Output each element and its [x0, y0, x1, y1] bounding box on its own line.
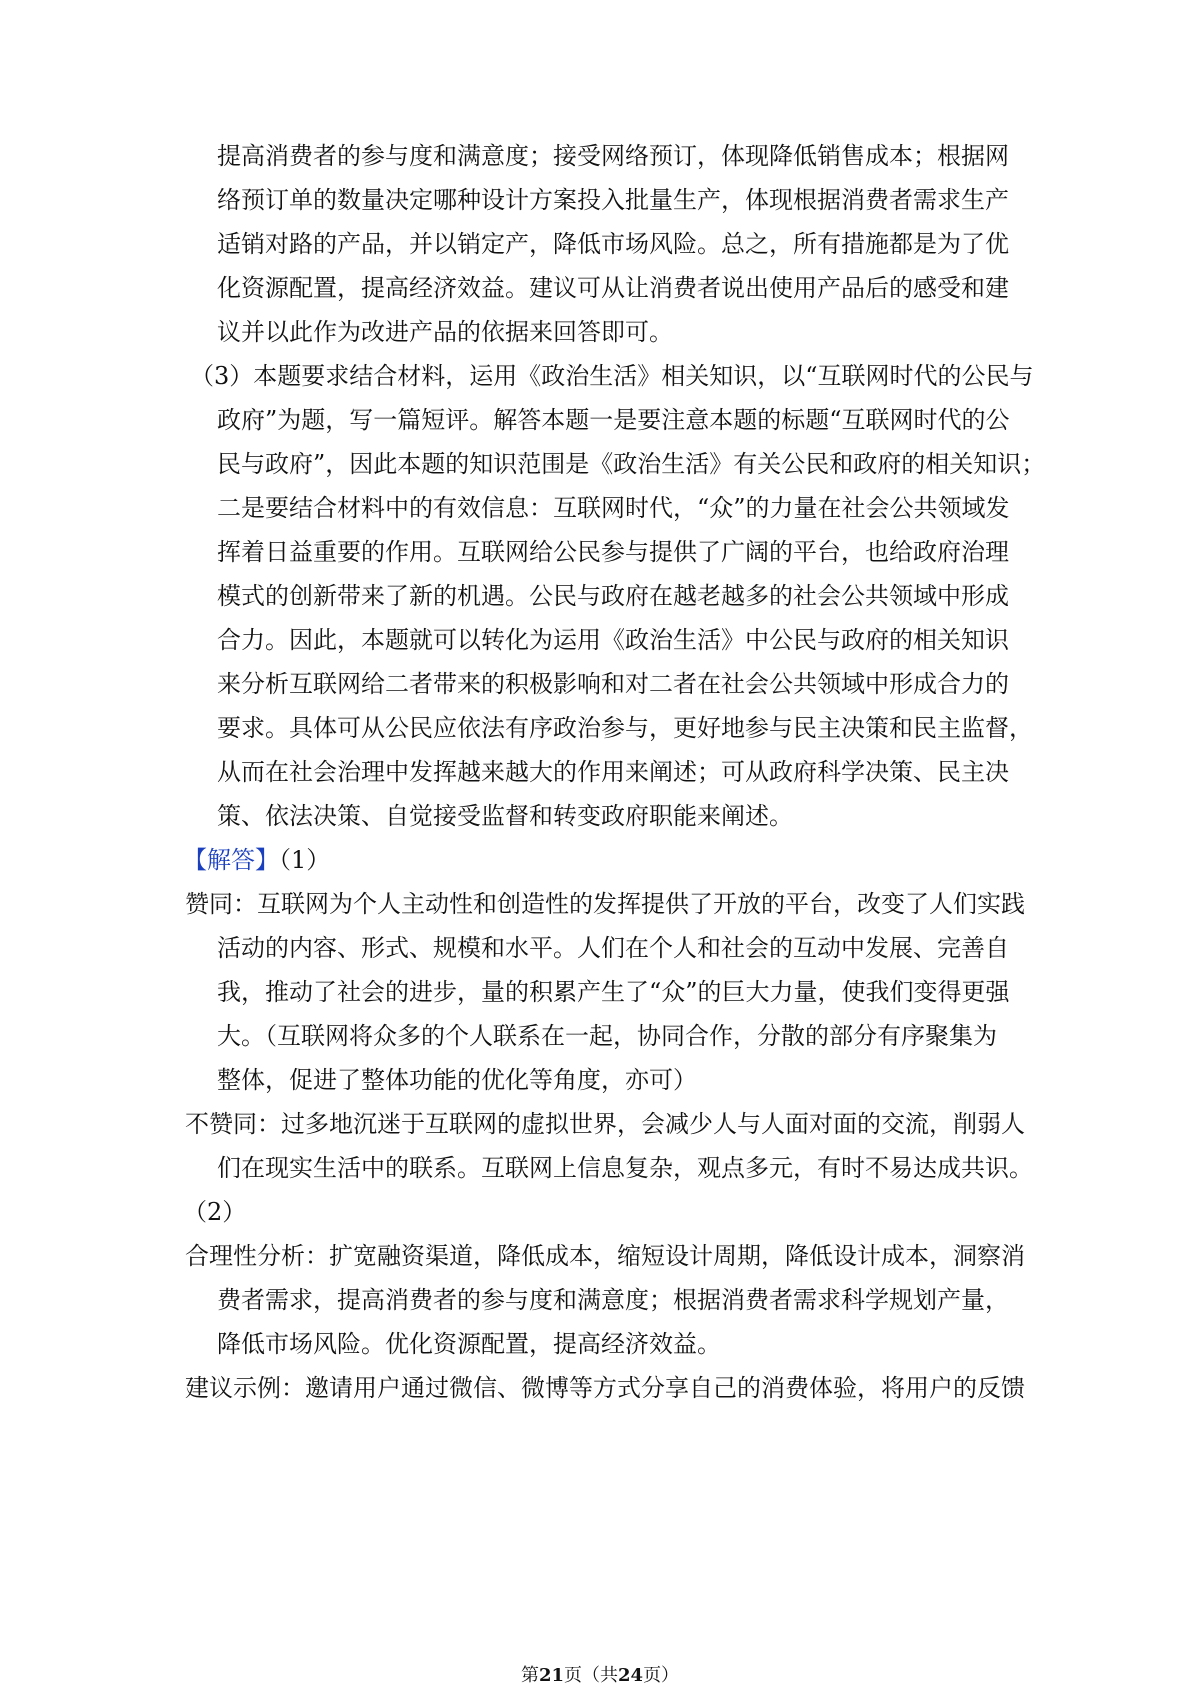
text-line: 降低市场风险。优化资源配置，提高经济效益。 [217, 1330, 721, 1358]
answer-number-1: （1） [279, 846, 331, 874]
answer-suggestion-first-line: 建议示例：邀请用户通过微信、微博等方式分享自己的消费体验，将用户的反馈 [185, 1374, 1025, 1402]
text-line: 络预订单的数量决定哪种设计方案投入批量生产，体现根据消费者需求生产 [217, 186, 1009, 214]
text-line: 政府”为题，写一篇短评。解答本题一是要注意本题的标题“互联网时代的公 [217, 406, 1010, 434]
text-line: 模式的创新带来了新的机遇。公民与政府在越老越多的社会公共领域中形成 [217, 582, 1009, 610]
text-line: 活动的内容、形式、规模和水平。人们在个人和社会的互动中发展、完善自 [217, 934, 1009, 962]
text-line: 们在现实生活中的联系。互联网上信息复杂，观点多元，有时不易达成共识。 [217, 1154, 1033, 1182]
text-line: 民与政府”，因此本题的知识范围是《政治生活》有关公民和政府的相关知识； [217, 450, 1046, 478]
text-line: 要求。具体可从公民应依法有序政治参与，更好地参与民主决策和民主监督， [217, 714, 1033, 742]
text-line: 来分析互联网给二者带来的积极影响和对二者在社会公共领域中形成合力的 [217, 670, 1009, 698]
text-line: 二是要结合材料中的有效信息：互联网时代，“众”的力量在社会公共领域发 [217, 494, 1010, 522]
text-line: 提高消费者的参与度和满意度；接受网络预订，体现降低销售成本；根据网 [217, 142, 1009, 170]
answer-number-2: （2） [183, 1198, 247, 1226]
text-line: 整体，促进了整体功能的优化等角度，亦可） [217, 1066, 697, 1094]
answer-agree-first-line: 赞同：互联网为个人主动性和创造性的发挥提供了开放的平台，改变了人们实践 [185, 890, 1025, 918]
text-line: 适销对路的产品，并以销定产，降低市场风险。总之，所有措施都是为了优 [217, 230, 1009, 258]
text-line: 费者需求，提高消费者的参与度和满意度；根据消费者需求科学规划产量， [217, 1286, 1009, 1314]
footer-total-pages: 24 [618, 1665, 644, 1686]
page-footer [0, 1664, 1200, 1688]
footer-prefix: 第 [520, 1665, 539, 1686]
text-line: 大。（互联网将众多的个人联系在一起，协同合作，分散的部分有序聚集为 [217, 1022, 997, 1050]
footer-page-number: 21 [538, 1665, 564, 1686]
text-line: 合力。因此，本题就可以转化为运用《政治生活》中公民与政府的相关知识 [217, 626, 1009, 654]
answer-tag: 【解答】 [183, 846, 279, 874]
text-line: 策、依法决策、自觉接受监督和转变政府职能来阐述。 [217, 802, 793, 830]
text-line: 议并以此作为改进产品的依据来回答即可。 [217, 318, 673, 346]
answer-disagree-first-line: 不赞同：过多地沉迷于互联网的虚拟世界，会减少人与人面对面的交流，削弱人 [185, 1110, 1025, 1138]
footer-middle: 页（共 [564, 1665, 618, 1686]
answer-rational-first-line: 合理性分析：扩宽融资渠道，降低成本，缩短设计周期，降低设计成本，洞察消 [185, 1242, 1025, 1270]
text-line: 化资源配置，提高经济效益。建议可从让消费者说出使用产品后的感受和建 [217, 274, 1009, 302]
footer-suffix: 页） [643, 1665, 680, 1686]
text-line: 我，推动了社会的进步，量的积累产生了“众”的巨大力量，使我们变得更强 [217, 978, 1010, 1006]
analysis-item-3-first-line: （3）本题要求结合材料，运用《政治生活》相关知识，以“互联网时代的公民与 [190, 362, 1034, 390]
text-line: 从而在社会治理中发挥越来越大的作用来阐述；可从政府科学决策、民主决 [217, 758, 1009, 786]
text-line: 挥着日益重要的作用。互联网给公民参与提供了广阔的平台，也给政府治理 [217, 538, 1009, 566]
answer-heading [183, 845, 330, 875]
